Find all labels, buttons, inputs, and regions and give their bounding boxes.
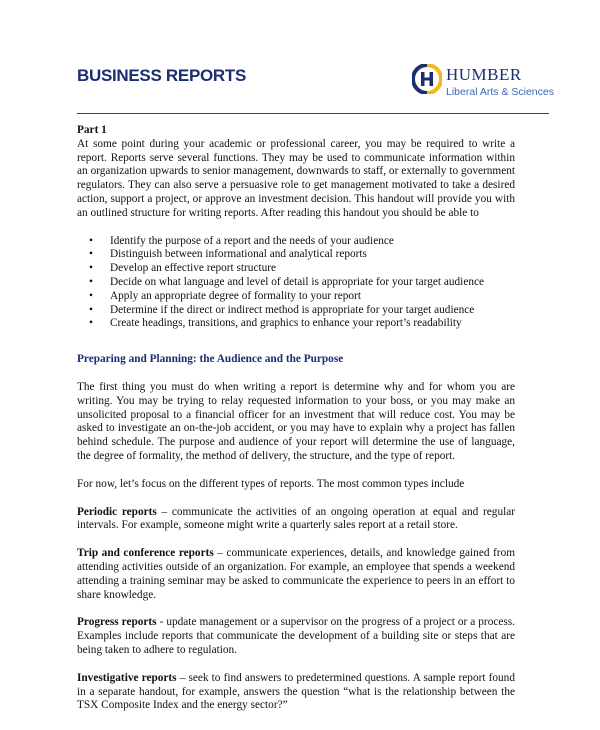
report-type-term: Periodic reports [77,505,157,518]
list-item-text: Distinguish between informational and analytical reports [110,248,367,261]
humber-logo [412,62,562,102]
list-item-text: Develop an effective report structure [110,262,277,275]
document-body [77,124,515,713]
list-item [77,304,515,318]
humber-logo-icon [412,64,442,94]
document-title: BUSINESS REPORTS [77,66,247,85]
audience-paragraph: The first thing you must do when writing a report is determine why and for whom you are writing. You may be trying to relay requested information to your boss, or you may make an unsolicited proposal to a financial officer for an investment that will reduce cost. You may be asked to investigate an on-the-job accident, or you may have to explain why a project has fallen behind schedule. The purpose and audience of your report will determine the use of language, the degree of formality, the method of delivery, the structure, and the type of report. [77,380,515,462]
list-item-text: Determine if the direct or indirect method is appropriate for your target audience [110,303,475,316]
bullet-icon: • [89,262,93,275]
section-heading: Preparing and Planning: the Audience and the Purpose [77,353,344,366]
report-type-investigative [77,672,515,713]
report-types-intro: For now, let’s focus on the different types of reports. The most common types include [77,477,465,490]
bullet-icon: • [89,317,93,330]
report-type-term: Trip and conference reports [77,547,214,560]
bullet-icon: • [89,275,93,288]
part-label: Part 1 [77,124,107,136]
list-item-text: Decide on what language and level of detail is appropriate for your target audience [110,275,485,288]
report-type-progress [77,616,515,657]
list-item [77,317,515,331]
report-type-term: Progress reports [77,616,157,629]
list-item [77,290,515,304]
report-type-description: - update management or a supervisor on the progress of a project or a process. Examples include reports that communicate the development of a building site or steps that are being taken to adhere to regulation. [77,616,515,656]
list-item [77,276,515,290]
header-divider [77,113,549,114]
report-type-description: – communicate experiences, details, and knowledge gained from attending activities outside of an organization. For example, an employee that spends a weekend attending a training seminar may be asked to communicate the experience to peers in an effort to share knowledge. [77,547,515,601]
bullet-icon: • [89,234,93,247]
report-type-periodic [77,506,515,534]
report-type-trip-conference [77,547,515,602]
report-type-term: Investigative reports [77,671,177,684]
logo-subtitle: Liberal Arts & Sciences [446,86,554,98]
list-item [77,262,515,276]
logo-name: HUMBER [446,65,522,84]
list-item-text: Identify the purpose of a report and the needs of your audience [110,234,394,247]
bullet-icon: • [89,289,93,302]
intro-paragraph: At some point during your academic or professional career, you may be required to write a report. Reports serve several functions. They may be used to communicate information within an organization upwards to senior management, downwards to staff, or externally to government regulators. They can also serve a persuasive role to get management motivated to take a desired action, support a project, or approve an investment decision. This handout will provide you with an outlined structure for writing reports. After reading this handout you should be able to [77,137,515,219]
report-type-description: – communicate the activities of an ongoing operation at equal and regular intervals. For example, someone might write a quarterly sales report at a retail store. [77,505,516,532]
list-item-text: Apply an appropriate degree of formality to your report [110,289,361,302]
bullet-icon: • [89,303,93,316]
objectives-list [77,235,515,332]
list-item [77,248,515,262]
list-item [77,235,515,249]
bullet-icon: • [89,248,93,261]
list-item-text: Create headings, transitions, and graphics to enhance your report’s readability [110,317,462,330]
report-type-description: – seek to find answers to predetermined questions. A sample report found in a separate handout, for example, answers the question “what is the relationship between the TSX Composite Index and the energy sector?” [77,671,515,712]
